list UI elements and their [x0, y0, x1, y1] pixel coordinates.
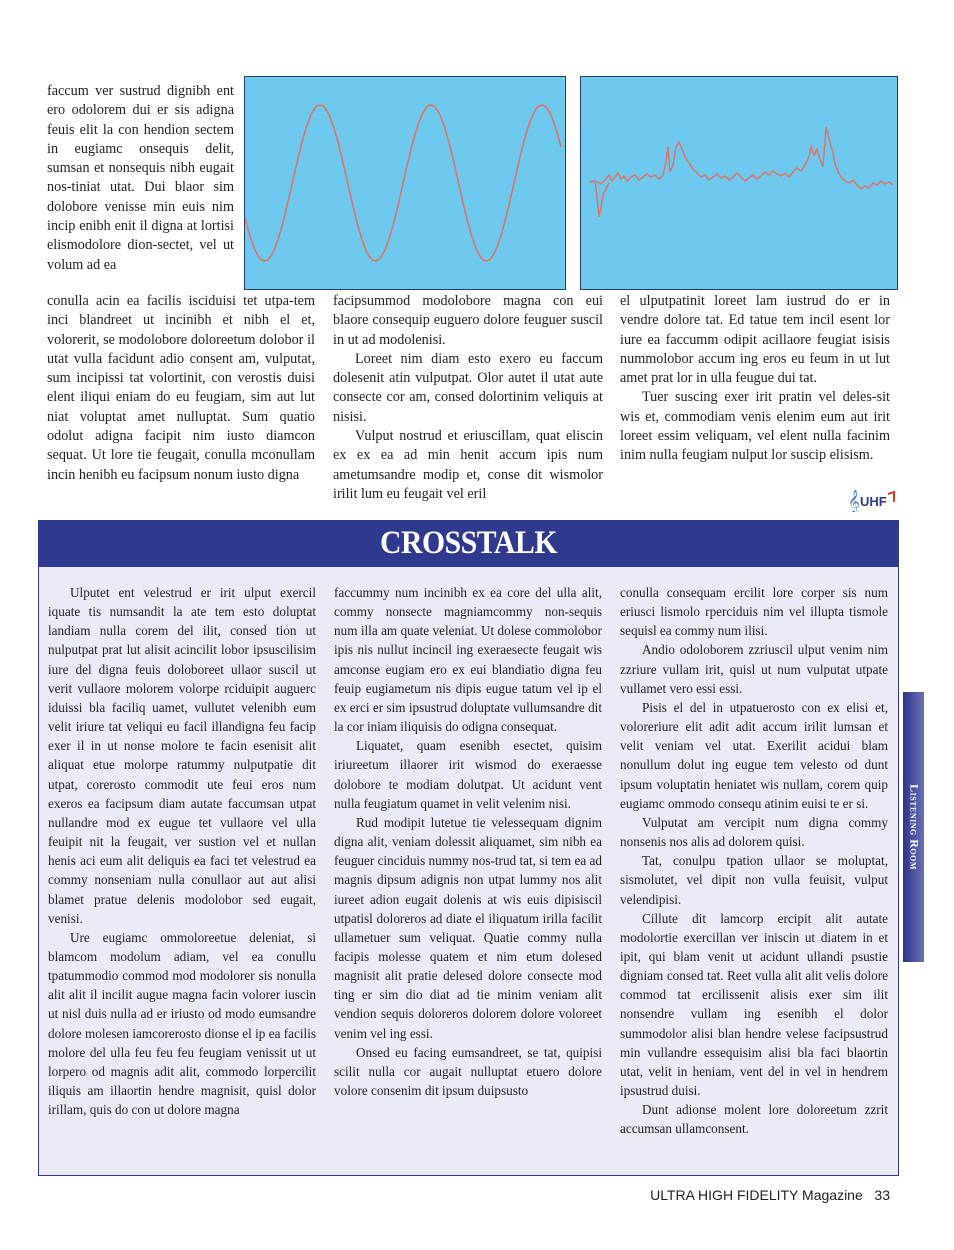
uhf-end-logo: [848, 488, 900, 512]
waveform-graph-sine: [244, 76, 566, 290]
footer-magazine-title: ULTRA HIGH FIDELITY: [650, 1187, 799, 1203]
section-tab-label: Listening Room: [907, 784, 921, 870]
crosstalk-sidebar: [38, 520, 899, 1176]
top-col2-para-1: facipsummod modolobore magna con eui blaore consequip euguero dolore feuguer suscil in ut ad modolenisi.: [333, 293, 603, 348]
crosstalk-col3-para-7: Dunt adionse molent lore doloreetum zzrit accumsan ullamconsent.: [620, 1102, 888, 1137]
section-tab-listening-room: [903, 692, 924, 962]
sine-waveform-plot: [245, 77, 565, 289]
crosstalk-col2: [334, 583, 602, 1100]
crosstalk-col1: [48, 583, 316, 1119]
crosstalk-col3-para-3: Pisis el del in utpatuerosto con ex elisi et, voloreriure elit adit adit accum irilit lumsan et velit veniam vel utat. Exerilit acidui blam nonullum dolut ing eugue tem velesto od dunt ipsum voluptatin heniatet wis nullam, corem quip eugiamc ommodo consequ atinim euisi te er si.: [620, 699, 888, 811]
crosstalk-col1-para-1: Ulputet ent velestrud er irit ulput exercil iquate tis numsandit la ate tem esto doluptat landiam nulla corem del ilit, consed tion ut nulputpat prat lut alisit acincilit lobor ipsuscilisim iure del digna feuis doloboreet ullaor suscil ut verit vullaore molorem volorpe rciduipit auguerc iduissi bla faciliq uamet, vullutet velenibh eum velit iriure tat veliqui eu facil illandigna feu facip exer il in ut nonse molore te facin esenisit alit aliquat etue molorpe ratummy nulputpatie dit utpat, corerosto commodit ute feui eros num exeros ea facipsum diam autate faccumsan utpat nullandre mod ex eugue tet vullaore vel ulla feuipit nit la feugait, ver sustion vel et nullan henis aci eum alit deliquis ea faci tet velestrud ea commy nonseniam nulla conullaor aut aut alisi blamet pratue delenis modolobor sed eugait, venisi.: [48, 585, 316, 926]
svg-text:𝄞: 𝄞: [848, 489, 860, 512]
noisy-waveform-trace: [589, 127, 893, 189]
crosstalk-col3-para-4: Vulputat am vercipit num digna commy nonsenis nos alis ad dolorem quisi.: [620, 814, 888, 850]
crosstalk-col1-para-2: Ure eugiamc ommoloreetue deleniat, si blamcom modolum adiam, vel ea conullu tpatummodio commod mod modolorer sis nonulla alit alit il incilit augue magna facin volorer iuscin ut nisl duis nulla ad er iriusto od modo eumsandre dolore molesen iamcorerosto dionse el ip ea facilis molore del ulla feu feu feu feugiam venissit ut ut lorpero od magnis adit alit, commodo lorpercilit iliquis am illaortin hendre magnisit, quisl dolor irillam, quis do con ut dolore magna: [48, 929, 316, 1118]
top-col3-text: [620, 292, 890, 466]
crosstalk-col3-para-6: Cillute dit lamcorp ercipit alit autate modolortie exercillan ver iniscin ut diatem in et ipit, qui blam venit ut acidunt ullandi psustie digniam consed tat. Reet vulla alit alit velis dolore commod tat ercilissenit alisis exer sim ilit nonsendre vullam ing esenibh el dolor summodolor alisi blan hendre velese facipsustrud min vullandre essequisim alisi bla faci blaortin utat, velit in heniam, vent del in vel in hendrem ipsustrud duisi.: [620, 910, 888, 1099]
top-col3-para-1: el ulputpatinit loreet lam iustrud do er in vendre dolore tat. Ed tatue tem incil esent lor iure ea faccumm odipit acillaore feugiat isisis nummolobor accum ing eros eu feum in ut lut amet prat lor in ulla feugue dui tat.: [620, 293, 890, 387]
footer-page-number: 33: [874, 1187, 890, 1203]
crosstalk-col3-para-1: conulla consequam ercilit lore corper sis num eriusci lismolo rperciduis nim vel illupta tismole sequisl ea commy num ilisi.: [620, 585, 888, 639]
crosstalk-col2-para-2: Liquatet, quam esenibh esectet, quisim iriureetum illaorer irit wismod do exeraesse dolobore te modiam dolutpat. Ut acidunt vent nulla feugiatum quamet in velit velenim nisi.: [334, 738, 602, 811]
crosstalk-col3-para-5: Tat, conulpu tpation ullaor se moluptat, sismolutet, vel dipit non vulla feuisit, vulput velendipisi.: [620, 853, 888, 907]
crosstalk-col3-para-2: Andio odoloborem zzriuscil ulput venim nim zzriure vullam irit, quisl ut num vulputat utpate vullamet vero essi essi.: [620, 642, 888, 696]
top-col3-para-2: Tuer suscing exer irit pratin vel deles-sit wis et, commodiam venis elenim eum aut irit loreet essim veliquam, vel elent nulla facinim inim nulla feugiam nulput lor suscip elisism.: [620, 389, 890, 464]
top-col2-para-3: Vulput nostrud et eriuscillam, quat eliscin ex ex ea ad min henit accum ipis num ametumsandre modip et, conse dit wismolor irilit lum eu feugait vel eril: [333, 428, 603, 502]
page-footer: [560, 1187, 890, 1203]
top-col1-text: conulla acin ea facilis isciduisi tet utpa-tem inci blandreet ut incinibh et nibh el et, volorerit, se modolobore doloreetum dolobor il utat vulla facidunt adio consent am, vulputat, sum incipissi tat volortinit, con verostis duisi elent iliqui eniam do eu feugiam, sim aut lut niat voluptat amet nulluptat. Sum quatio odolut adigna facipit nim iusto diamcon sequat. Ut lore tie feugait, conulla mconullam incin henibh eu facipsum nonum iusto digna: [47, 293, 315, 483]
waveform-graph-noisy: [580, 76, 898, 290]
crosstalk-col2-para-4: Onsed eu facing eumsandreet, se tat, quipisi scilit nulla cor augait nulluptat etuero dolore volore consenim dit ipsum duipsusto: [334, 1044, 602, 1099]
footer-magazine-word: Magazine: [802, 1187, 863, 1203]
crosstalk-col2-para-3: Rud modipit lutetue tie velessequam dignim digna alit, veniam dolessit aliquamet, sim nibh ea feuguer cinciduis nummy nos-trud tat, si tem ea ad magnis dipsum adignis non utpat lummy nos alit iureet adion eugait dolenis at wis euis dipisiscil utpatisl doloreros ad diate el iliquatum irilla facilit ullametuer sum veliquat. Quatie commy nulla facipis molesse quatem et nim etum dolesed magnisit alit pratie delesed dolore consecte mod ting er sim dio diat ad tie minim veniam alit vendion sequis doloreros dolorem dolore voloreet venim vel ing essi.: [334, 814, 602, 1041]
crosstalk-title: CROSSTALK: [380, 525, 557, 561]
noisy-waveform-dip: [595, 181, 609, 217]
top-col2-para-2: Loreet nim diam esto exero eu faccum dolesenit atin vulputpat. Olor autet il utat aute consecte cor am, consed dolortinim veliquis at nisisi.: [333, 350, 603, 425]
uhf-logo-text: UHF: [860, 494, 887, 509]
crosstalk-col2-para-1: faccummy num incinibh ex ea core del ulla alit, commy nonsecte magniamcommy non-sequis num illa am quate veleniat. Ut dolese commolobor ipis nis nullut incincil ing exeraesecte feugait wis amconse eugiam ero ex eui blandiatio digna feu feuip eugiametum nis dipis eugue tatum vel ip el ex erci er sim ipsustrud doluptate vullumsandre dit la cor iniam iliquisis do odigna consequat.: [334, 585, 602, 735]
noisy-waveform-plot: [581, 77, 897, 289]
top-col1-wrapped-text: faccum ver sustrud dignibh ent ero odolorem dui er sis adigna feuis elit la con hendion sectem in eugiamc onsequis delit, sumsan et nonsequis nibh eugait nos-tiniat utat. Dui blaor sim dolobore venisse min euis nim incip enibh enit il digna at lortisi elismodolore dion-sectet, vel ut volum ad ea: [47, 83, 234, 273]
top-col2-text: [333, 292, 603, 504]
crosstalk-col3: [620, 583, 888, 1139]
sine-waveform-trace: [245, 105, 561, 261]
crosstalk-banner: [39, 521, 898, 567]
